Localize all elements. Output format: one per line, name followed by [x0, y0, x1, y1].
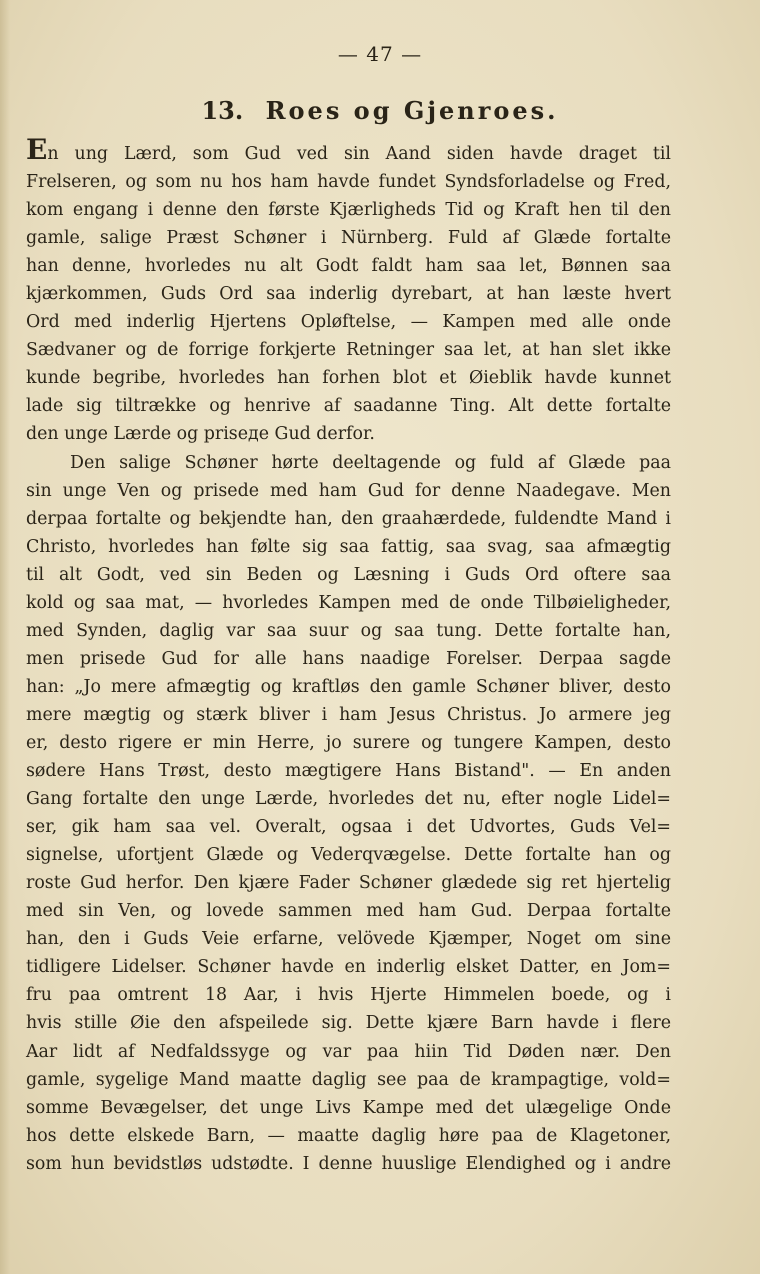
text-line: Christo, hvorledes han følte sig saa fattig, saa svag, saa afmægtig: [26, 536, 671, 557]
text-line: fru paa omtrent 18 Aar, i hvis Hjerte Himmelen boede, og i: [26, 985, 671, 1006]
text-line: Sædvaner og de forrige forkjerte Retninger saa let, at han slet ikke: [26, 340, 671, 361]
text-line: gamle, sygelige Mand maatte daglig see paa de krampagtige, vold=: [26, 1069, 671, 1090]
text-line: lade sig tiltrække og henrive af saadanne Ting. Alt dette fortalte: [26, 396, 671, 417]
drop-cap: E: [26, 133, 48, 166]
text-line: kom engang i denne den første Kjærligheds Tid og Kraft hen til den: [26, 200, 671, 221]
text-line: Frelseren, og som nu hos ham havde fundet Syndsforladelse og Fred,: [26, 172, 671, 193]
text-line: kunde begribe, hvorledes han forhen blot et Øieblik havde kunnet: [26, 368, 671, 389]
text-line: den unge Lærde og priseде Gud derfor.: [26, 424, 375, 445]
text-line: derpaa fortalte og bekjendte han, den graahærdede, fuldendte Mand i: [26, 508, 671, 529]
chapter-heading: [0, 96, 760, 125]
text-line: som hun bevidstløs udstødte. I denne huuslige Elendighed og i andre: [26, 1153, 671, 1174]
text-line: signelse, ufortjent Glæde og Vederqvægelse. Dette fortalte han og: [26, 845, 671, 866]
text-line: hos dette elskede Barn, — maatte daglig høre paa de Klagetoner,: [26, 1125, 671, 1146]
text-line: mere mægtig og stærk bliver i ham Jesus Christus. Jo armere jeg: [26, 704, 671, 725]
page-spine-shadow: [0, 0, 10, 1274]
text-line: med Synden, daglig var saa suur og saa tung. Dette fortalte han,: [26, 620, 671, 641]
text-line: sødere Hans Trøst, desto mægtigere Hans Bistand". — En anden: [26, 761, 671, 782]
text-line: ser, gik ham saa vel. Overalt, ogsaa i det Udvortes, Guds Vel=: [26, 817, 671, 838]
text-line: Gang fortalte den unge Lærde, hvorledes det nu, efter nogle Lidel=: [26, 789, 671, 810]
text-line: kjærkommen, Guds Ord saa inderlig dyrebart, at han læste hvert: [26, 284, 671, 305]
text-line: til alt Godt, ved sin Beden og Læsning i Guds Ord oftere saa: [26, 564, 671, 585]
text-line: En ung Lærd, som Gud ved sin Aand siden havde draget til: [26, 133, 671, 166]
text-line: er, desto rigere er min Herre, jo surere og tungere Kampen, desto: [26, 732, 671, 753]
text-line: gamle, salige Præst Schøner i Nürnberg. Fuld af Glæde fortalte: [26, 228, 671, 249]
text-line: tidligere Lidelser. Schøner havde en inderlig elsket Datter, en Jom=: [26, 957, 671, 978]
body-text: [26, 133, 671, 1178]
text-line: han: „Jo mere afmægtig og kraftløs den gamle Schøner bliver, desto: [26, 676, 671, 697]
text-line: kold og saa mat, — hvorledes Kampen med de onde Tilbøieligheder,: [26, 592, 671, 613]
chapter-title: Roes og Gjenroes.: [265, 96, 559, 125]
page-number: — 47 —: [337, 42, 423, 66]
text-line: men prisede Gud for alle hans naadige Forelser. Derpaa sagde: [26, 648, 671, 669]
text-line: hvis stille Øie den afspeilede sig. Dette kjære Barn havde i flere: [26, 1013, 671, 1034]
text-line: han denne, hvorledes nu alt Godt faldt ham saa let, Bønnen saa: [26, 256, 671, 277]
text-line: sin unge Ven og prisede med ham Gud for denne Naadegave. Men: [26, 480, 671, 501]
text-line: med sin Ven, og lovede sammen med ham Gud. Derpaa fortalte: [26, 901, 671, 922]
text-line: Den salige Schøner hørte deeltagende og fuld af Glæde paa: [70, 452, 671, 473]
text-line: han, den i Guds Veie erfarne, velövede Kjæmper, Noget om sine: [26, 929, 671, 950]
text-line: roste Gud herfor. Den kjære Fader Schøner glædede sig ret hjertelig: [26, 873, 671, 894]
text-line: Aar lidt af Nedfaldssyge og var paa hiin Tid Døden nær. Den: [26, 1041, 671, 1062]
chapter-number: 13.: [201, 96, 244, 125]
text-line: somme Bevægelser, det unge Livs Kampe med det ulægelige Onde: [26, 1097, 671, 1118]
text-line: Ord med inderlig Hjertens Opløftelse, — Kampen med alle onde: [26, 312, 671, 333]
